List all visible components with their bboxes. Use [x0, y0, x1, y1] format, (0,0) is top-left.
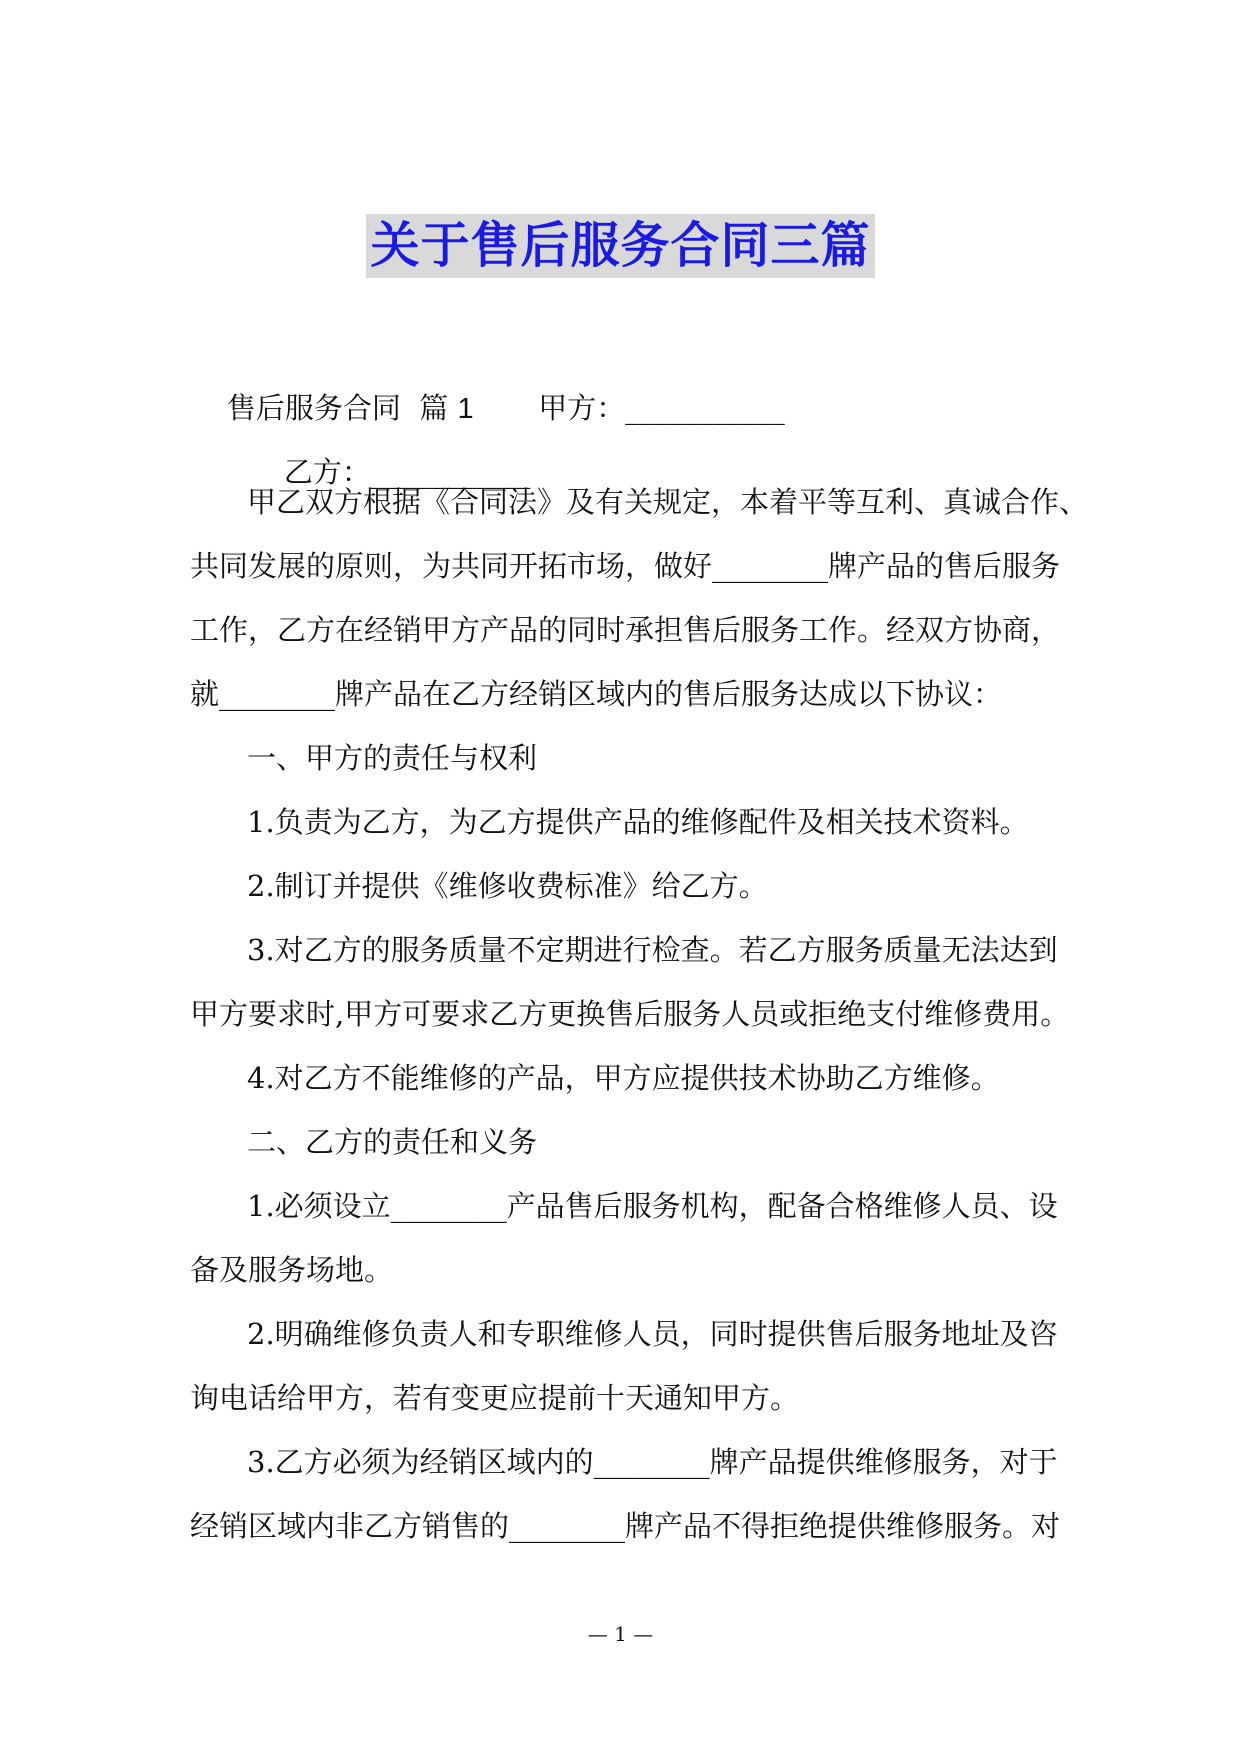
title-container [0, 214, 1241, 278]
section-heading: 一、甲方的责任与权利 [247, 741, 538, 775]
clause-line: 4.对乙方不能维修的产品，甲方应提供技术协助乙方维修。 [247, 1061, 1000, 1095]
contract-number: 1 [457, 393, 474, 425]
contract-heading-label: 售后服务合同 篇 [226, 391, 458, 425]
paragraph-line: 甲乙双方根据《合同法》及有关规定，本着平等互利、真诚合作、 [247, 485, 1089, 519]
clause-line: 3.对乙方的服务质量不定期进行检查。若乙方服务质量无法达到 [247, 933, 1058, 967]
clause-line: 3.乙方必须为经销区域内的________牌产品提供维修服务，对于 [247, 1445, 1058, 1479]
party-a-label: 甲方： [473, 391, 626, 425]
clause-line: 2.制订并提供《维修收费标准》给乙方。 [247, 869, 768, 903]
clause-line: 1.必须设立________产品售后服务机构，配备合格维修人员、设 [247, 1189, 1058, 1223]
document-title: 关于售后服务合同三篇 [366, 214, 874, 278]
clause-line: 2.明确维修负责人和专职维修人员，同时提供售后服务地址及咨 [247, 1317, 1058, 1351]
clause-line: 甲方要求时,甲方可要求乙方更换售后服务人员或拒绝支付维修费用。 [190, 997, 1070, 1031]
page-number: — 1 — [587, 1622, 654, 1646]
clause-line: 询电话给甲方，若有变更应提前十天通知甲方。 [190, 1381, 800, 1415]
clause-line: 1.负责为乙方，为乙方提供产品的维修配件及相关技术资料。 [247, 805, 1029, 839]
clause-line: 经销区域内非乙方销售的________牌产品不得拒绝提供维修服务。对 [190, 1509, 1061, 1543]
party-b-label: 乙方： [283, 455, 371, 489]
party-b-blank: ___________ [370, 455, 531, 489]
paragraph-line: 工作，乙方在经销甲方产品的同时承担售后服务工作。经双方协商， [190, 613, 1061, 647]
clause-line: 备及服务场地。 [190, 1253, 394, 1287]
paragraph-line: 共同发展的原则，为共同开拓市场，做好________牌产品的售后服务 [190, 549, 1061, 583]
section-heading: 二、乙方的责任和义务 [247, 1125, 538, 1159]
paragraph-line: 就________牌产品在乙方经销区域内的售后服务达成以下协议： [190, 677, 1003, 711]
party-a-blank: ___________ [625, 391, 785, 425]
